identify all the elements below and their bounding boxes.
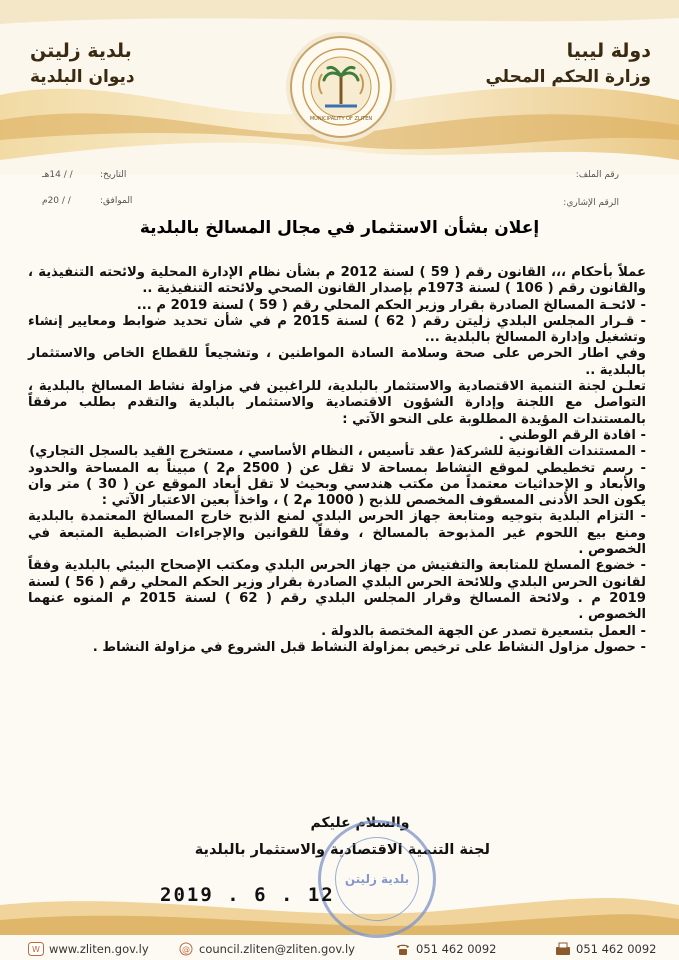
file-number-label: رقم الملف: [575,170,619,180]
committee-signature: لجنة التنمية الاقتصادية والاستثمار بالبلدية [194,842,490,858]
footer-email-text: council.zliten@zliten.gov.ly [199,942,355,956]
body-paragraph: - لائحـة المسالخ الصادرة بقرار وزير الحكم المحلي رقم ( 59 ) لسنة 2019 م ... [136,297,646,313]
reference-number-label: الرقم الإشاري: [563,198,619,208]
header-municipality-block [30,38,135,90]
corresponding-value: / / 20م [42,196,71,206]
svg-text:@: @ [182,945,190,954]
palm-tree-icon [292,38,390,136]
svg-text:MUNICIPALITY OF ZLITEN: MUNICIPALITY OF ZLITEN [309,116,373,122]
footer-phone-text: 051 462 0092 [416,942,497,956]
issue-date: 2019 . 6 . 12 [160,884,335,906]
header-office: ديوان البلدية [30,67,135,87]
header-municipality: بلدية زليتن [30,40,132,62]
header-country-block [485,38,651,90]
email-icon [178,942,194,956]
announcement-body [28,265,646,656]
body-paragraph: - خضوع المسلخ للمتابعة والتفتيش من جهاز الحرس البلدي ومكتب الإصحاح البيئي بالبلدية وفقاً لقانون الحرس البلدي وللائحة الحرس البلدي الصادرة بقرار وزير الحكم المحلي رقم ( 56 ) لسنة 2019 م . ولائحة المسالخ وقرار المجلس البلدي رقم ( 62 ) لسنة 2015 م المنوه عنهما الخصوص . [28,558,647,623]
footer-phone[interactable] [395,942,496,956]
footer-fax[interactable] [555,942,656,956]
svg-text:W: W [32,945,40,954]
date-label: التاريخ: [100,170,127,180]
body-paragraph: - المستندات القانونية للشركة( عقد تأسيس ، النظام الأساسي ، مستخرج القيد بالسجل التجاري) [29,444,646,460]
footer-contacts [0,938,679,960]
footer-email[interactable] [178,942,355,956]
stamp-text: بلدية زليتن [344,872,410,886]
web-icon [28,942,44,956]
body-paragraph: عملاً بأحكام ،،، القانون رقم ( 59 ) لسنة 2012 م بشأن نظام الإدارة المحلية ولائحته التنفيذية ، والقانون رقم ( 106 ) لسنة 1973م بإصدار القانون الصحي ولائحته التنفيذية .. [28,265,646,297]
date-value: / / 14هـ [42,170,73,180]
header-ministry: وزارة الحكم المحلي [485,67,651,87]
body-paragraph: - حصول مزاول النشاط على ترخيص بمزاولة النشاط قبل الشروع في مزاولة النشاط . [92,639,646,655]
body-paragraph: - افادة الرقم الوطني . [498,427,646,443]
phone-icon [395,942,411,956]
body-paragraph: - رسم تخطيطي لموقع النشاط بمساحة لا تقل عن ( 2500 م2 ) مبيناً به المساحة والحدود والأبعاد و الإحداثيات معتمداً من مكتب هندسي وبحيث لا تقل أبعاد الموقع عن ( 30 ) متر وان يكون الحد الأدنى المسقوف المخصص للذبح ( 1000 م2 ) ، واخذاً بعين الاعتبار الآتي : [28,460,646,509]
body-paragraph: - قـرار المجلس البلدي زليتن رقم ( 62 ) لسنة 2015 م في شأن تحديد ضوابط ومعايير إنشاء وتشغيل وإدارة المسالخ بالبلدية ... [28,313,646,346]
body-paragraph: تعلـن لجنة التنمية الاقتصادية والاستثمار بالبلدية، للراغبين في مزاولة نشاط المسالخ بالبلدية ، التواصل مع اللجنة وإدارة الشؤون الاقتصادية والاستثمار بالبلدية والتقدم بطلب مرفقاً بالمستندات المؤيدة المطلوبة على النحو الآتي : [28,379,646,427]
announcement-title: إعلان بشأن الاستثمار في مجال المسالخ بالبلدية [139,218,540,238]
footer-fax-text: 051 462 0092 [576,942,657,956]
body-paragraph: - العمل بتسعيرة تصدر عن الجهة المختصة بالدولة . [321,623,646,639]
footer-website[interactable] [28,942,149,956]
stamp-inner-ring [335,837,419,921]
corresponding-label: الموافق: [100,196,133,206]
body-paragraph: وفي اطار الحرص على صحة وسلامة السادة المواطنين ، وتشجيعاً للقطاع الخاص والاستثمار بالبلدية .. [28,346,646,378]
official-stamp [318,820,436,938]
closing-greeting: والسلام عليكم [310,815,410,831]
fax-icon [555,942,571,956]
municipality-seal-logo [290,36,392,138]
body-paragraph: - التزام البلدية بتوجيه ومتابعة جهاز الحرس البلدي لمنع الذبح خارج المسالخ المعتمدة بالبلدية ومنع بيع اللحوم غير المذبوحة بالمسالخ ، وفقاً للقوانين والإجراءات الضبطية المتبعة في الخصوص . [28,509,646,558]
header-country: دولة ليبيا [566,40,651,62]
footer-website-text: www.zliten.gov.ly [49,942,149,956]
